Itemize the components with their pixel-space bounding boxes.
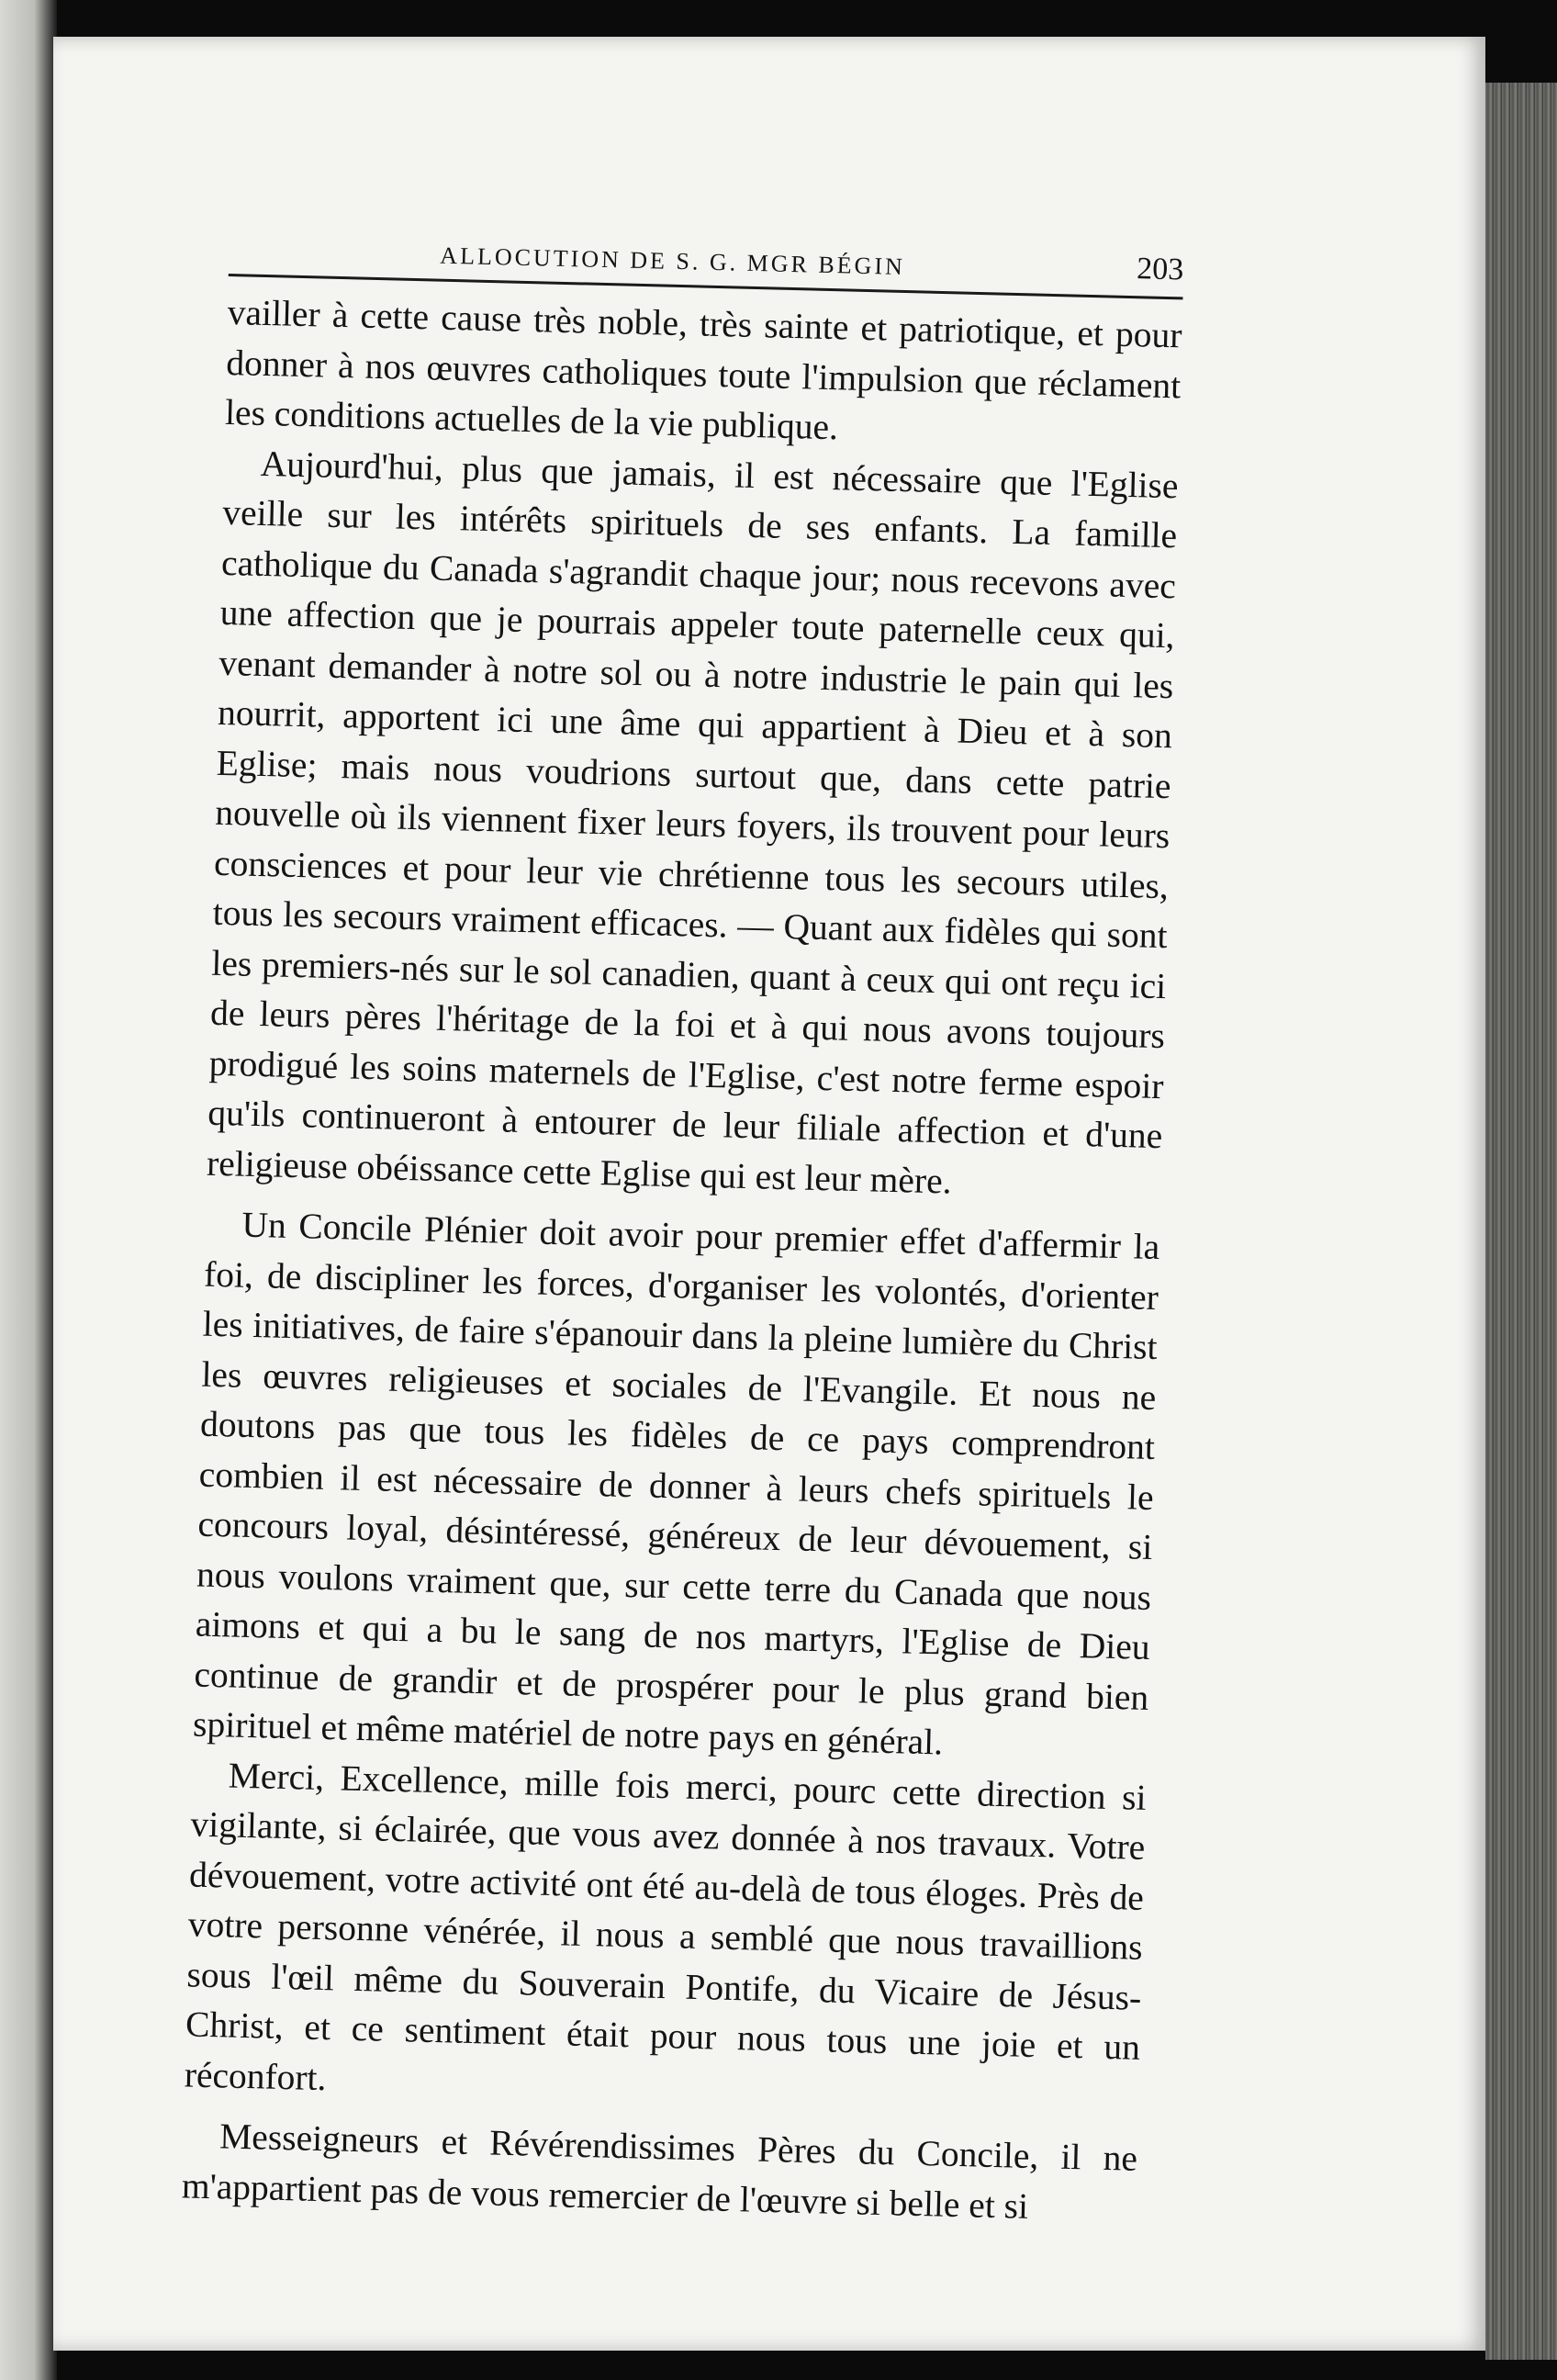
previous-page-edge	[0, 0, 57, 2380]
page-number: 203	[1136, 252, 1184, 287]
running-title: ALLOCUTION DE S. G. MGR BÉGIN	[440, 241, 906, 280]
page-text-block	[181, 230, 1183, 2234]
paragraph-merci-excellence: Merci, Excellence, mille fois merci, pourc cette direction si vigilante, si éclairée, que vous avez donnée à nos travaux. Votre dévouement, votre activité ont été au-delà de tous éloges. Près de votre personne vénérée, il nous a semblé que nous travaillions sous l'œil même du Souverain Pontife, du Vicaire de Jésus-Christ, et ce sentiment était pour nous tous une joie et un réconfort.	[184, 1754, 1148, 2098]
paragraph-eglise-veille: Aujourd'hui, plus que jamais, il est nécessaire que l'Eglise veille sur les intérêts spirituels de ses enfants. La famille catholique du Canada s'agrandit chaque jour; nous recevons avec une affection que je pourrais appeler toute paternelle ceux qui, venant demander à notre sol ou à notre industrie le pain qui les nourrit, apportent ici une âme qui appartient à Dieu et à son Eglise; mais nous voudrions surtout que, dans cette patrie nouvelle où ils viennent fixer leurs foyers, ils trouvent pour leurs consciences et pour leur vie chrétienne tous les secours utiles, tous les secours vraiment efficaces. — Quant aux fidèles qui sont les premiers-nés sur le sol canadien, quant à ceux qui ont reçu ici de leurs pères l'héritage de la foi et à qui nous avons toujours prodigué les soins maternels de l'Eglise, c'est notre ferme espoir qu'ils continueront à entourer de leur filiale affection et d'une religieuse obéissance cette Eglise qui est leur mère.	[206, 443, 1180, 1202]
page-stack-edge	[1485, 83, 1557, 2360]
paragraph-concile-plenier: Un Concile Plénier doit avoir pour premier effet d'affermir la foi, de discipliner les forces, d'organiser les volontés, d'orienter les initiatives, de faire s'épanouir dans la pleine lumière du Christ les œuvres religieuses et sociales de l'Evangile. Et nous ne doutons pas que tous les fidèles de ce pays comprendront combien il est nécessaire de donner à leurs chefs spirituels le concours loyal, désintéressé, généreux de leur dévouement, si nous voulons vraiment que, sur cette terre du Canada que nous aimons et qui a bu le sang de nos martyrs, l'Eglise de Dieu continue de grandir et de prospérer pour le plus grand bien spirituel et même matériel de notre pays en général.	[192, 1204, 1160, 1763]
paragraph-continuation: vailler à cette cause très noble, très sainte et patriotique, et pour donner à nos œuvres catholiques toute l'impulsion que réclament les conditions actuelles de la vie publique.	[224, 291, 1183, 448]
paragraph-messeigneurs: Messeigneurs et Révérendissimes Pères du Concile, il ne m'appartient pas de vous remercier de l'œuvre si belle et si	[181, 2116, 1138, 2227]
